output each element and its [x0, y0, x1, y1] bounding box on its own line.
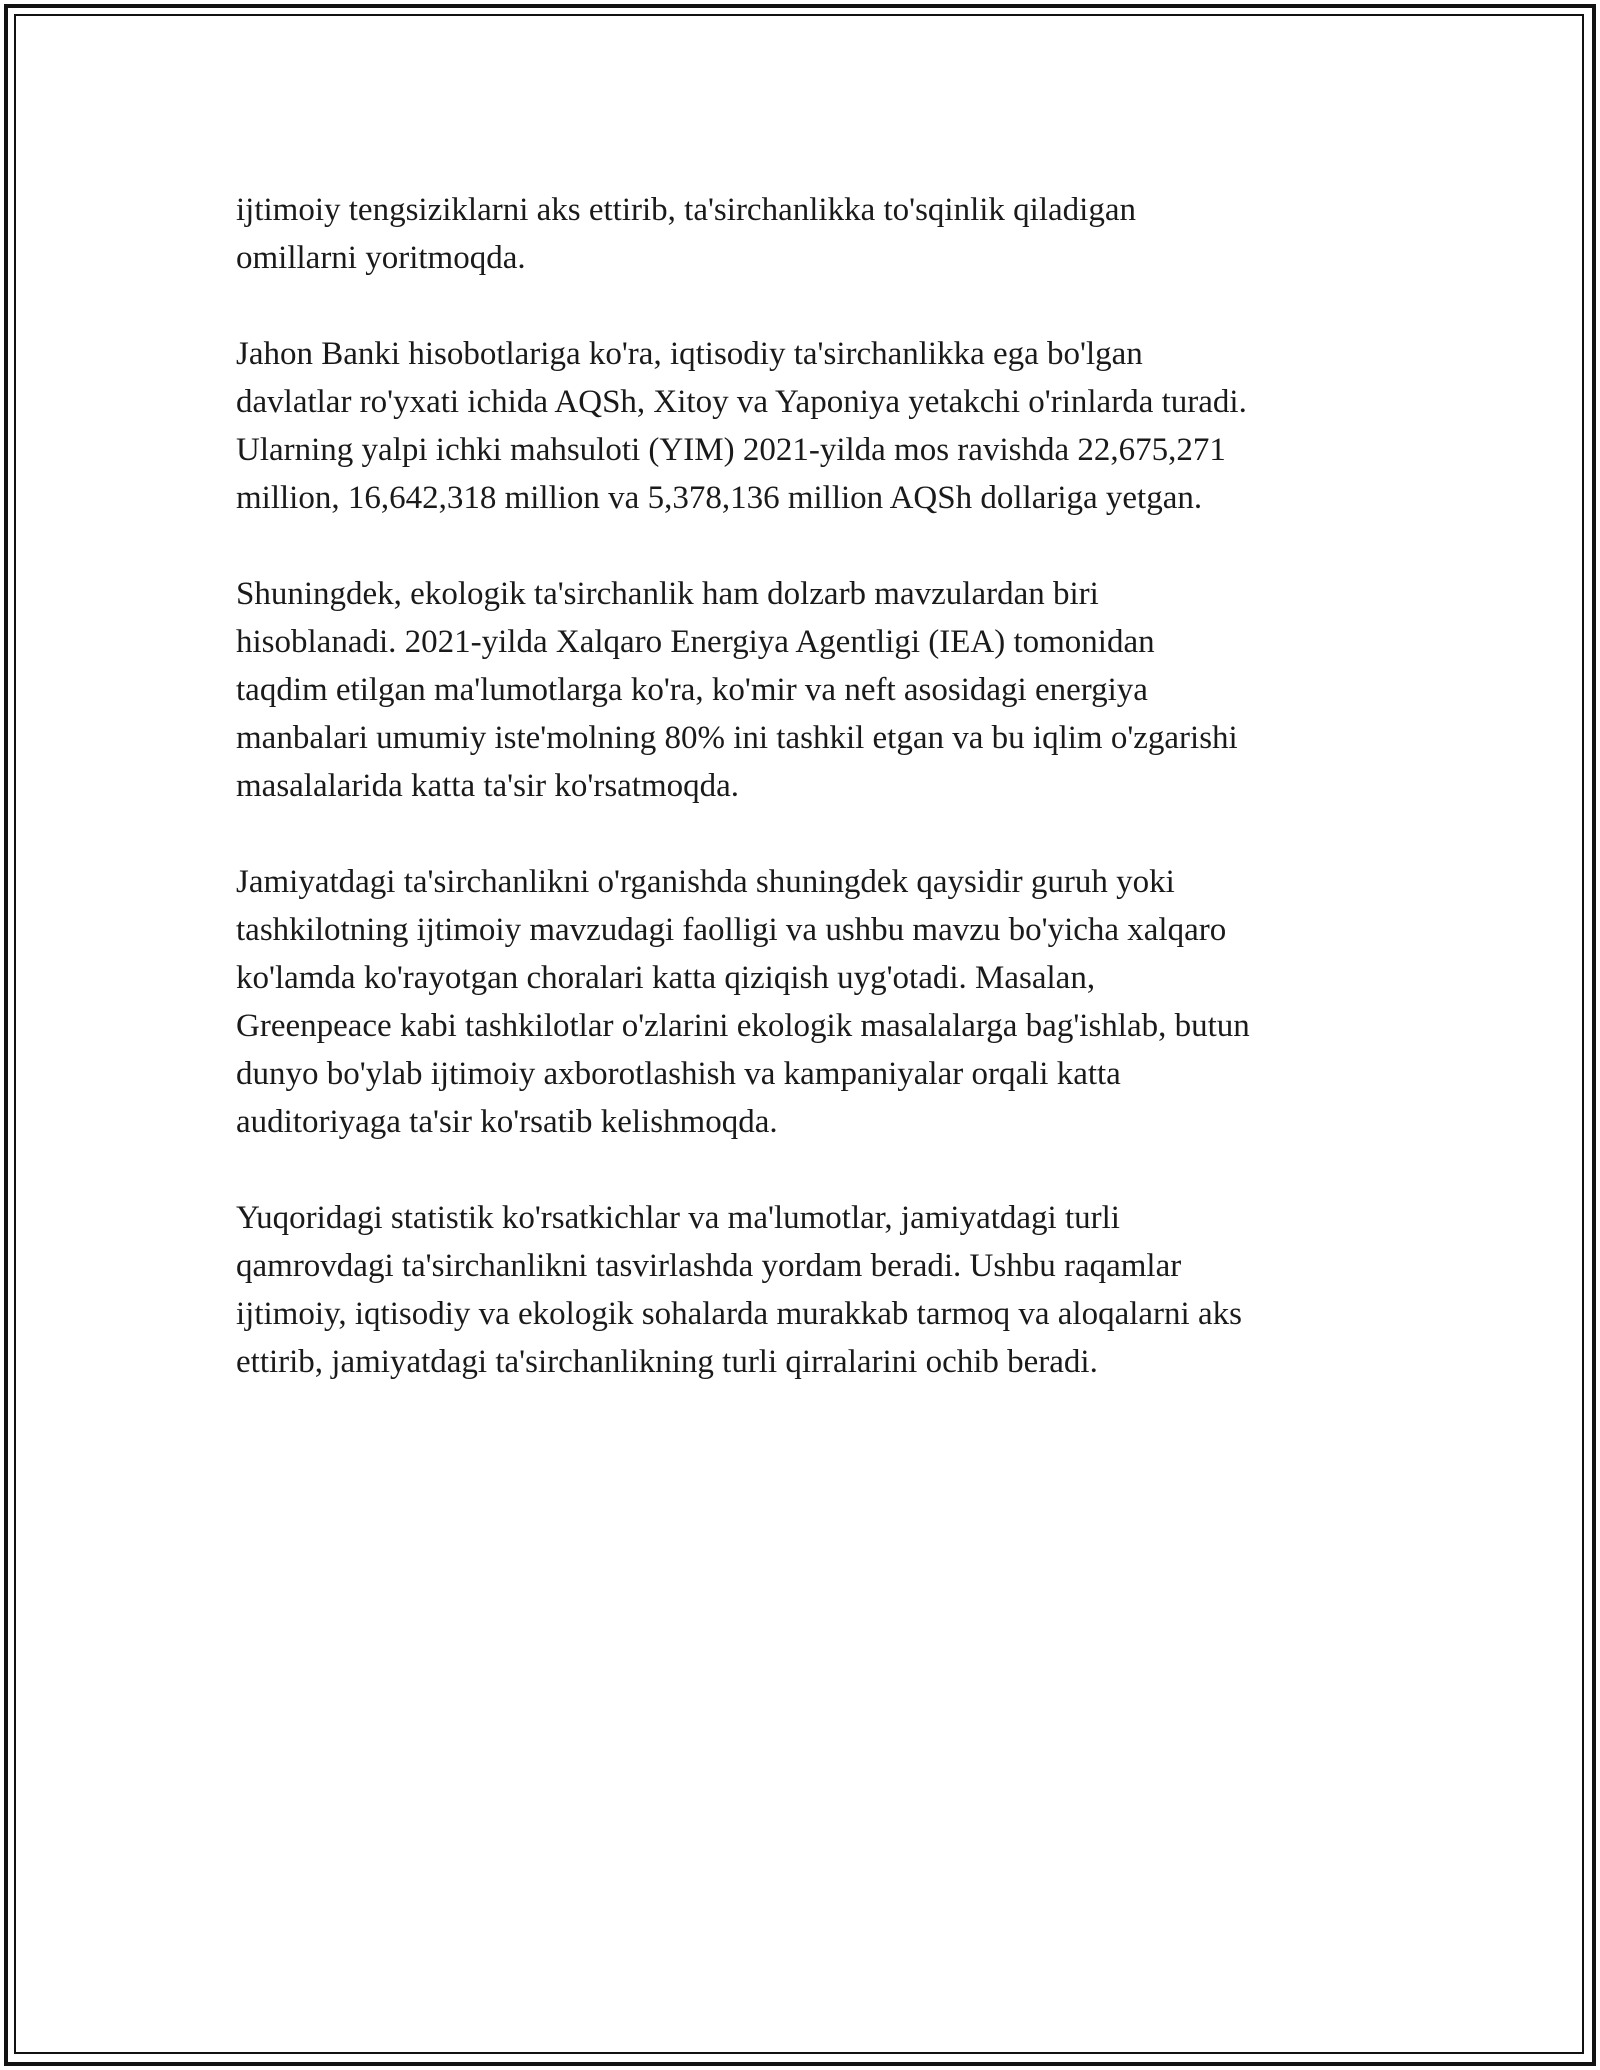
paragraph-5: Yuqoridagi statistik ko'rsatkichlar va ma'lumotlar, jamiyatdagi turli qamrovdagi ta'sirchanlikni tasvirlashda yordam beradi. Ushbu raqamlar ijtimoiy, iqtisodiy va ekologik sohalarda murakkab tarmoq va aloqalarni aks ettirib, jamiyatdagi ta'sirchanlikning turli qirralarini ochib beradi. [236, 1200, 1242, 1380]
document-body [236, 186, 1376, 1434]
paragraph-3: Shuningdek, ekologik ta'sirchanlik ham dolzarb mavzulardan biri hisoblanadi. 2021-yilda Xalqaro Energiya Agentligi (IEA) tomonidan taqdim etilgan ma'lumotlarga ko'ra, ko'mir va neft asosidagi energiya manbalari umumiy iste'molning 80% ini tashkil etgan va bu iqlim o'zgarishi masalalarida katta ta'sir ko'rsatmoqda. [236, 576, 1238, 804]
paragraph-2: Jahon Banki hisobotlariga ko'ra, iqtisodiy ta'sirchanlikka ega bo'lgan davlatlar ro'yxati ichida AQSh, Xitoy va Yaponiya yetakchi o'rinlarda turadi. Ularning yalpi ichki mahsuloti (YIM) 2021-yilda mos ravishda 22,675,271 million, 16,642,318 million va 5,378,136 million AQSh dollariga yetgan. [236, 336, 1247, 516]
paragraph-1: ijtimoiy tengsiziklarni aks ettirib, ta'sirchanlikka to'sqinlik qiladigan omillarni yoritmoqda. [236, 192, 1136, 276]
paragraph-4: Jamiyatdagi ta'sirchanlikni o'rganishda shuningdek qaysidir guruh yoki tashkilotning ijtimoiy mavzudagi faolligi va ushbu mavzu bo'yicha xalqaro ko'lamda ko'rayotgan choralari katta qiziqish uyg'otadi. Masalan, Greenpeace kabi tashkilotlar o'zlarini ekologik masalalarga bag'ishlab, butun dunyo bo'ylab ijtimoiy axborotlashish va kampaniyalar orqali katta auditoriyaga ta'sir ko'rsatib kelishmoqda. [236, 864, 1250, 1140]
